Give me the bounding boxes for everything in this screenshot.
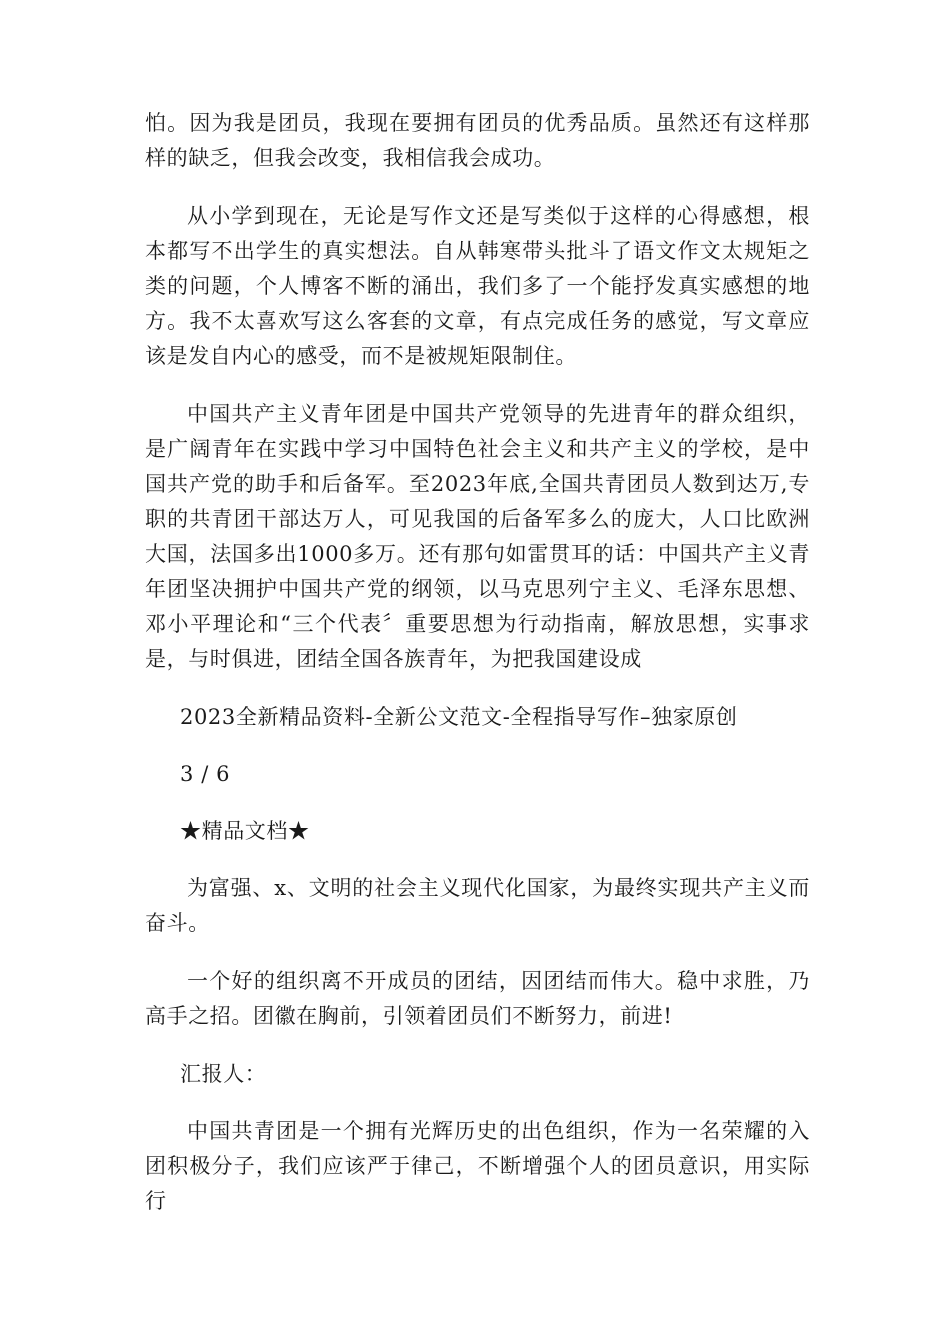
paragraph-goal: 为富强、x、文明的社会主义现代化国家，为最终实现共产主义而奋斗。: [145, 876, 810, 935]
page-number: 3 / 6: [180, 762, 231, 786]
header-mark: ★精品文档★: [180, 819, 310, 843]
paragraph-unity: 一个好的组织离不开成员的团结，因团结而伟大。稳中求胜，乃高手之招。团徽在胸前，引领着团员们不断努力，前进!: [145, 969, 810, 1028]
paragraph-writing-thoughts: 从小学到现在，无论是写作文还是写类似于这样的心得感想，根本都写不出学生的真实想法。自从韩寒带头批斗了语文作文太规矩之类的问题，个人博客不断的涌出，我们多了一个能抒发真实感想的地方。我不太喜欢写这么客套的文章，有点完成任务的感觉，写文章应该是发自内心的感受，而不是被规矩限制住。: [145, 204, 810, 368]
document-body: [145, 106, 810, 1242]
paragraph-league-intro: 中国共产主义青年团是中国共产党领导的先进青年的群众组织，是广阔青年在实践中学习中国特色社会主义和共产主义的学校，是中国共产党的助手和后备军。至2023年底,全国共青团员人数到达万,专职的共青团干部达万人，可见我国的后备军多么的庞大，人口比欧洲大国，法国多出1000多万。还有那句如雷贯耳的话：中国共产主义青年团坚决拥护中国共产党的纲领，以马克思列宁主义、毛泽东思想、邓小平理论和“三个代表〞重要思想为行动指南，解放思想，实事求是，与时俱进，团结全国各族青年，为把我国建设成: [145, 402, 810, 671]
paragraph-youth-league: 中国共青团是一个拥有光辉历史的出色组织，作为一名荣耀的入团积极分子，我们应该严于律己，不断增强个人的团员意识，用实际行: [145, 1119, 810, 1213]
paragraph-continuation: 怕。因为我是团员，我现在要拥有团员的优秀品质。虽然还有这样那样的缺乏，但我会改变，我相信我会成功。: [145, 111, 810, 170]
footer-line: 2023全新精品资料-全新公文范文-全程指导写作–独家原创: [180, 705, 738, 729]
reporter-label: 汇报人：: [180, 1062, 267, 1086]
